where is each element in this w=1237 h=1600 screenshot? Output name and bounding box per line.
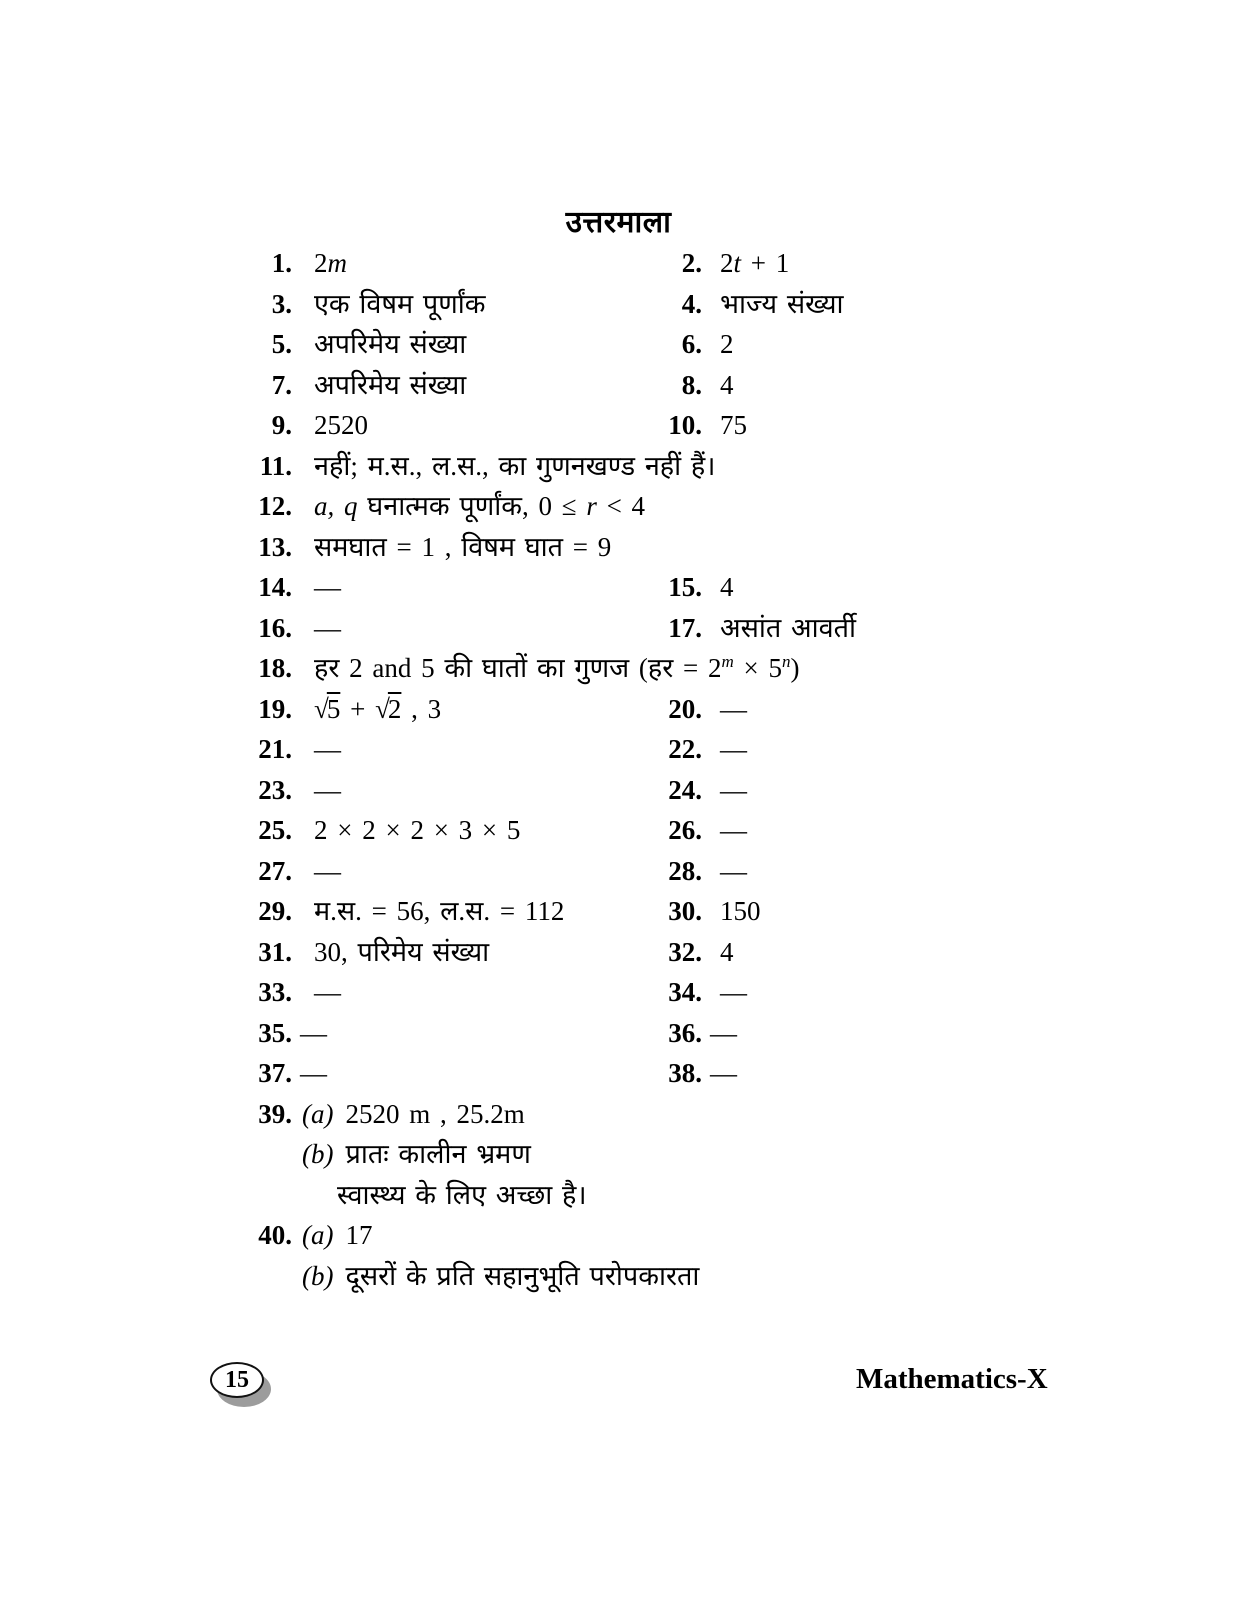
answer-row	[232, 891, 1052, 932]
answer-number: 5.	[271, 329, 292, 359]
answer-row	[232, 851, 1052, 892]
answer-row	[232, 486, 1052, 527]
answer-row	[232, 770, 1052, 811]
answer-number: 11.	[259, 450, 292, 481]
answer-value: —	[314, 855, 341, 886]
answer-value: —	[314, 612, 341, 643]
answer-value: भाज्य संख्या	[720, 288, 844, 319]
book-title: Mathematics-X	[856, 1363, 1048, 1395]
page-number-badge	[210, 1362, 274, 1410]
math-var: t	[733, 248, 742, 278]
answer-value: —	[300, 1017, 327, 1048]
answer-number: 19.	[258, 693, 292, 724]
answer-number: 38.	[668, 1058, 702, 1088]
answer-row	[232, 1215, 1052, 1256]
text-segment: हर 2 and 5 की घातों का गुणज (हर = 2	[314, 653, 722, 683]
text-segment: × 5	[733, 653, 783, 683]
answer-row	[232, 689, 1052, 730]
page-title: उत्तरमाला	[565, 206, 672, 239]
answer-row	[232, 365, 1052, 406]
answer-row	[232, 1053, 1052, 1094]
answer-value: म.स. = 56, ल.स. = 112	[314, 896, 565, 926]
radicand: 5	[326, 693, 341, 724]
answer-number: 29.	[258, 896, 292, 926]
answer-number: 17.	[668, 612, 702, 643]
answer-row	[232, 972, 1052, 1013]
answer-value: —	[710, 1017, 737, 1048]
answer-number: 28.	[668, 855, 702, 886]
math-exponent: m	[721, 652, 734, 671]
answer-value: 17	[345, 1220, 373, 1250]
answer-value: —	[720, 855, 747, 886]
text-segment: 2	[720, 248, 734, 278]
answer-number: 18.	[258, 653, 292, 683]
answer-number: 24.	[668, 774, 702, 805]
math-var: r	[586, 491, 597, 521]
answer-number: 15.	[668, 572, 702, 602]
answer-value: —	[720, 815, 747, 845]
sub-part-label: (b)	[302, 1139, 334, 1169]
text-segment: , 3	[401, 693, 442, 724]
text-segment: घनात्मक पूर्णांक, 0 ≤	[357, 491, 587, 521]
answer-row	[232, 932, 1052, 973]
answer-number: 14.	[258, 572, 292, 602]
answer-number: 16.	[258, 612, 292, 643]
answer-number: 39.	[258, 1098, 292, 1129]
answer-value	[292, 486, 645, 527]
answer-value	[292, 689, 662, 730]
answer-number: 36.	[668, 1017, 702, 1048]
answer-row	[232, 608, 1052, 649]
answer-row	[232, 1094, 1052, 1135]
answer-number: 37.	[258, 1058, 292, 1088]
answer-value: अपरिमेय संख्या	[314, 329, 467, 359]
answer-number: 22.	[668, 734, 702, 764]
answer-number: 40.	[258, 1220, 292, 1250]
answer-number: 30.	[668, 896, 702, 926]
answer-row	[232, 284, 1052, 325]
answer-number: 35.	[258, 1017, 292, 1048]
answer-number: 7.	[271, 369, 292, 400]
text-segment: )	[790, 653, 800, 683]
answer-row	[232, 324, 1052, 365]
answer-number: 3.	[271, 288, 292, 319]
answer-value: 30, परिमेय संख्या	[314, 936, 490, 967]
answer-value: —	[314, 572, 341, 602]
answer-number: 6.	[681, 329, 702, 359]
answer-row	[232, 810, 1052, 851]
answer-number: 20.	[668, 693, 702, 724]
answer-number: 21.	[258, 734, 292, 764]
answer-value: 2520	[314, 410, 368, 440]
answer-value: —	[710, 1058, 737, 1088]
answer-value: —	[314, 734, 341, 764]
answer-row	[232, 446, 1052, 487]
answer-number: 4.	[681, 288, 702, 319]
answer-value: —	[720, 693, 747, 724]
answer-value: 2	[720, 329, 734, 359]
math-var: a, q	[314, 491, 358, 521]
answer-number: 32.	[668, 936, 702, 967]
answer-value: —	[720, 734, 747, 764]
answer-number: 33.	[258, 977, 292, 1007]
answer-row	[232, 1013, 1052, 1054]
answer-value-continuation: स्वास्थ्य के लिए अच्छा है।	[337, 1179, 587, 1210]
answer-number: 2.	[681, 248, 702, 278]
math-var: m	[327, 248, 347, 278]
radical-symbol: √	[314, 693, 327, 724]
answer-value: —	[720, 977, 747, 1007]
answer-number: 8.	[681, 369, 702, 400]
sub-part-label: (a)	[302, 1098, 334, 1129]
answer-value	[702, 243, 789, 284]
answer-value: दूसरों के प्रति सहानुभूति परोपकारता	[345, 1260, 700, 1291]
answer-value: 4	[720, 936, 734, 967]
answer-number: 1.	[271, 248, 292, 278]
answer-number: 31.	[258, 936, 292, 967]
answer-value	[292, 648, 800, 689]
answer-row	[232, 648, 1052, 689]
answer-number: 13.	[258, 531, 292, 562]
answer-number: 10.	[668, 410, 702, 440]
sub-part-label: (a)	[302, 1220, 334, 1250]
answer-number: 26.	[668, 815, 702, 845]
answer-row	[232, 243, 1052, 284]
answer-value	[292, 243, 662, 284]
math-exponent: n	[782, 652, 791, 671]
answer-row	[232, 729, 1052, 770]
text-segment: + 1	[741, 248, 790, 278]
answer-value: —	[720, 774, 747, 805]
answer-row	[232, 527, 1052, 568]
answer-value: —	[314, 774, 341, 805]
answer-row	[232, 405, 1052, 446]
answer-value: समघात = 1 , विषम घात = 9	[314, 531, 612, 562]
answer-number: 34.	[668, 977, 702, 1007]
text-segment: 2	[314, 248, 328, 278]
answer-value: —	[300, 1058, 327, 1088]
answer-value: 2 × 2 × 2 × 3 × 5	[314, 815, 521, 845]
answer-value: असांत आवर्ती	[720, 612, 857, 643]
page-number: 15	[210, 1362, 264, 1398]
answer-number: 9.	[271, 410, 292, 440]
answer-value: —	[314, 977, 341, 1007]
answer-value: नहीं; म.स., ल.स., का गुणनखण्ड नहीं हैं।	[314, 450, 716, 481]
answer-row	[232, 1134, 1052, 1175]
sub-part-label: (b)	[302, 1260, 334, 1291]
answer-value: एक विषम पूर्णांक	[314, 288, 486, 319]
answer-value: 4	[720, 369, 734, 400]
answer-value: 75	[720, 410, 747, 440]
answer-value: अपरिमेय संख्या	[314, 369, 467, 400]
answer-row	[232, 1175, 1052, 1216]
answer-number: 25.	[258, 815, 292, 845]
answer-value: 150	[720, 896, 761, 926]
answers-list	[232, 243, 1052, 1296]
answer-number: 23.	[258, 774, 292, 805]
answer-row	[232, 567, 1052, 608]
answer-value: 4	[720, 572, 734, 602]
radical-symbol: √	[375, 693, 388, 724]
radicand: 2	[387, 693, 402, 724]
answer-number: 12.	[258, 491, 292, 521]
text-segment: +	[340, 693, 376, 724]
answer-row	[232, 1256, 1052, 1297]
answer-value: प्रातः कालीन भ्रमण	[345, 1139, 531, 1169]
text-segment: < 4	[596, 491, 646, 521]
answer-number: 27.	[258, 855, 292, 886]
answer-value: 2520 m , 25.2m	[345, 1098, 525, 1129]
